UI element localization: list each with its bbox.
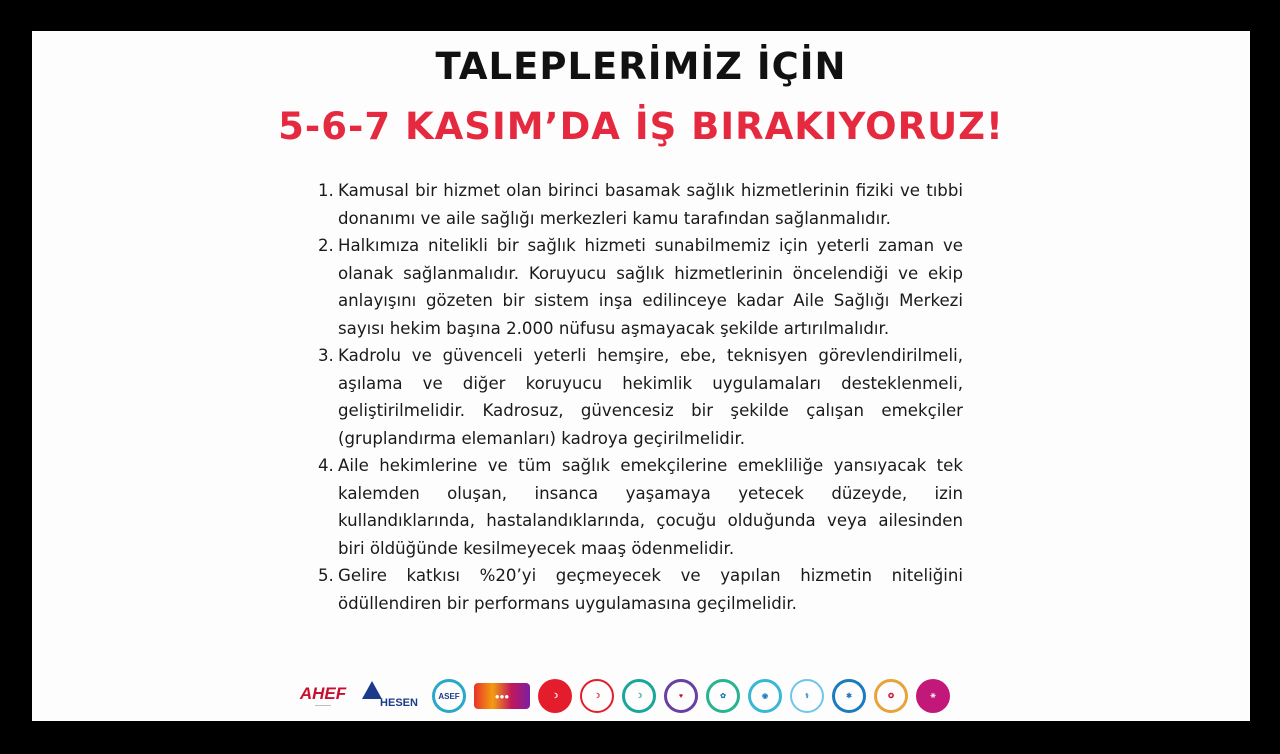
multicolor-seal-logo [874,679,908,713]
caduceus-icon: ⚕ [805,693,809,700]
demand-number: 3. [318,346,334,365]
demand-text: Halkımıza nitelikli bir sağlık hizmeti sunabilmemiz için yeterli zaman ve olanak sağlanmalıdır. Koruyucu sağlık hizmetlerinin öncelendiği ve ekip anlayışını gözeten bir sistem inşa edilinceye kadar Aile Sağlığı Merkezi sayısı hekim başına 2.000 nüfusu aşmayacak şekilde artırılmalıdır. [338,236,963,338]
demand-item-2 [318,232,963,342]
cyan-seal-logo [748,679,782,713]
heart-seal-logo [664,679,698,713]
red-crescent-logo [538,679,572,713]
asef-logo-text: ASEF [438,691,460,701]
teal-crescent-icon: ☽ [635,693,643,700]
crescent-star-icon: ☽ [593,693,601,700]
demand-item-5 [318,562,963,617]
demand-number: 1. [318,181,334,200]
star-of-life-logo [916,679,950,713]
medical-seal-logo [790,679,824,713]
rainbow-logo [474,683,530,709]
title-line-2: 5-6-7 KASIM’DA İŞ BIRAKIYORUZ! [278,105,1004,148]
hesen-logo-text: HESEN [380,697,418,709]
figure-icon: ✪ [888,693,894,700]
demand-item-1 [318,177,963,232]
poster [32,31,1250,721]
ahef-logo-subtext: ―――― [315,701,331,707]
hesen-logo [360,679,424,713]
demand-number: 5. [318,566,334,585]
circle-mark-icon: ◉ [761,693,769,700]
demand-item-4 [318,452,963,562]
star-of-life-icon: ✳ [930,693,936,700]
demand-number: 4. [318,456,334,475]
ahef-logo-text: AHEF [299,683,347,703]
star-icon: ✱ [846,693,852,700]
demand-item-3 [318,342,963,452]
demand-text: Kamusal bir hizmet olan birinci basamak sağlık hizmetlerinin fiziki ve tıbbi donanımı ve aile sağlığı merkezleri kamu tarafından sağlanmalıdır. [338,181,963,228]
rainbow-logo-mark: ●●● [494,691,510,701]
title-line-1: TALEPLERİMİZ İÇİN [435,45,847,88]
heart-icon: ♥ [678,692,684,700]
crescent-icon: ☽ [551,693,559,700]
demand-text: Kadrolu ve güvenceli yeterli hemşire, ebe, teknisyen görevlendirilmeli, aşılama ve diğer koruyucu hekimlik uygulamaları desteklenmeli, geliştirilmelidir. Kadrosuz, güvencesiz bir şekilde çalışan emekçiler (gruplandırma elemanları) kadroya geçirilmelidir. [338,346,963,448]
blue-star-logo [832,679,866,713]
ahef-logo [294,679,352,713]
demands-list [318,177,963,617]
demand-text: Aile hekimlerine ve tüm sağlık emekçilerine emekliliğe yansıyacak tek kalemden oluşan, insanca yaşamaya yetecek düzeyde, izin kullandıklarında, hastalandıklarında, çocuğu olduğunda veya ailesinden biri öldüğünde kesilmeyecek maaş ödenmelidir. [338,456,963,558]
asef-logo [432,679,466,713]
demand-number: 2. [318,236,334,255]
union-logos-row [294,677,950,715]
crescent-star-logo [580,679,614,713]
leaf-icon: ✿ [720,693,726,700]
teal-crescent-logo [622,679,656,713]
demand-text: Gelire katkısı %20’yi geçmeyecek ve yapılan hizmetin niteliğini ödüllendiren bir performans uygulamasına geçilmelidir. [338,566,963,613]
green-seal-logo [706,679,740,713]
hesen-triangle-icon [362,681,382,699]
